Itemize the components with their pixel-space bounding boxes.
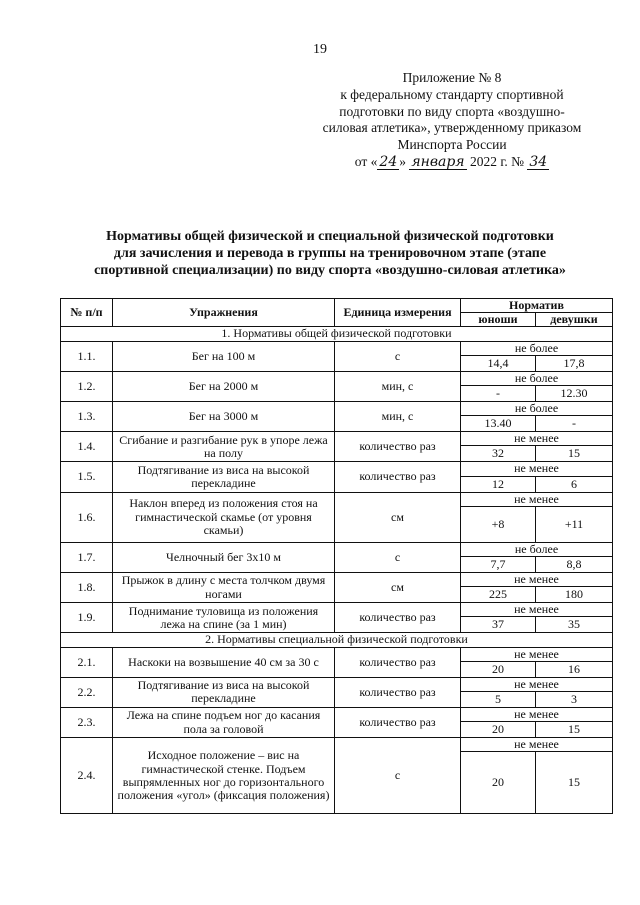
handwritten-number: 34 <box>529 153 548 170</box>
header-norm: Норматив <box>461 299 613 313</box>
row-number: 2.2. <box>61 677 113 707</box>
table-row <box>61 603 613 617</box>
row-number: 1.2. <box>61 371 113 401</box>
unit-cell: с <box>335 542 461 572</box>
row-number: 1.5. <box>61 462 113 492</box>
boys-value: 5 <box>461 692 536 708</box>
boys-value: 12 <box>461 476 536 492</box>
boys-value: 225 <box>461 587 536 603</box>
table-row <box>61 542 613 556</box>
boys-value: 20 <box>461 661 536 677</box>
table-row <box>61 647 613 661</box>
unit-cell: мин, с <box>335 402 461 432</box>
norm-condition: не более <box>461 371 613 385</box>
unit-cell: количество раз <box>335 647 461 677</box>
norm-condition: не менее <box>461 462 613 476</box>
row-number: 2.3. <box>61 708 113 738</box>
girls-value: 15 <box>536 446 613 462</box>
exercise-name: Лежа на спине подъем ног до касания пола за головой <box>113 708 335 738</box>
norm-condition: не менее <box>461 647 613 661</box>
norm-condition: не менее <box>461 677 613 691</box>
header-exercise: Упражнения <box>113 299 335 327</box>
table-row <box>61 371 613 385</box>
appendix-line: подготовки по виду спорта «воздушно- <box>339 103 565 119</box>
handwritten-month: января <box>411 153 465 170</box>
girls-value: 15 <box>536 722 613 738</box>
norm-condition: не более <box>461 402 613 416</box>
boys-value: 13.40 <box>461 416 536 432</box>
table-row <box>61 677 613 691</box>
row-number: 1.6. <box>61 492 113 542</box>
exercise-name: Бег на 2000 м <box>113 371 335 401</box>
boys-value: - <box>461 386 536 402</box>
header-unit: Единица измерения <box>335 299 461 327</box>
exercise-name: Подтягивание из виса на высокой перекладине <box>113 462 335 492</box>
row-number: 1.4. <box>61 432 113 462</box>
exercise-name: Поднимание туловища из положения лежа на спине (за 1 мин) <box>113 603 335 633</box>
boys-value: +8 <box>461 506 536 542</box>
unit-cell: количество раз <box>335 677 461 707</box>
exercise-name: Наклон вперед из положения стоя на гимнастической скамье (от уровня скамьи) <box>113 492 335 542</box>
girls-value: 3 <box>536 692 613 708</box>
girls-value: - <box>536 416 613 432</box>
header-girls: девушки <box>536 313 613 327</box>
table-row <box>61 341 613 355</box>
row-number: 2.1. <box>61 647 113 677</box>
unit-cell: количество раз <box>335 708 461 738</box>
header-num: № п/п <box>61 299 113 327</box>
girls-value: 180 <box>536 587 613 603</box>
unit-cell: количество раз <box>335 603 461 633</box>
date-prefix: от « <box>354 153 378 169</box>
row-number: 1.9. <box>61 603 113 633</box>
handwritten-day: 24 <box>379 153 398 170</box>
appendix-header <box>292 70 612 171</box>
row-number: 1.8. <box>61 573 113 603</box>
norm-condition: не менее <box>461 708 613 722</box>
unit-cell: количество раз <box>335 462 461 492</box>
unit-cell: с <box>335 341 461 371</box>
unit-cell: количество раз <box>335 432 461 462</box>
exercise-name: Челночный бег 3х10 м <box>113 542 335 572</box>
title-line: спортивной специализации) по виду спорта «воздушно-силовая атлетика» <box>94 263 566 278</box>
row-number: 2.4. <box>61 738 113 814</box>
exercise-name: Прыжок в длину с места толчком двумя ногами <box>113 573 335 603</box>
girls-value: 15 <box>536 752 613 814</box>
table-row <box>61 432 613 446</box>
exercise-name: Подтягивание из виса на высокой перекладине <box>113 677 335 707</box>
girls-value: +11 <box>536 506 613 542</box>
date-mid: » <box>399 153 406 169</box>
exercise-name: Наскоки на возвышение 40 см за 30 с <box>113 647 335 677</box>
order-date-line <box>292 154 612 171</box>
page-number: 19 <box>313 42 327 57</box>
girls-value: 17,8 <box>536 355 613 371</box>
exercise-name: Исходное положение – вис на гимнастической стенке. Подъем выпрямленных ног до горизонтального положения «угол» (фиксация положения) <box>113 738 335 814</box>
table-row <box>61 402 613 416</box>
norm-condition: не менее <box>461 603 613 617</box>
table-row <box>61 708 613 722</box>
norm-condition: не менее <box>461 492 613 506</box>
appendix-line: Приложение № 8 <box>402 70 502 85</box>
title-line: Нормативы общей физической и специальной физической подготовки <box>106 229 554 244</box>
girls-value: 16 <box>536 661 613 677</box>
girls-value: 35 <box>536 617 613 633</box>
exercise-name: Бег на 100 м <box>113 341 335 371</box>
boys-value: 7,7 <box>461 557 536 573</box>
appendix-line: к федеральному стандарту спортивной <box>340 86 564 102</box>
norm-condition: не более <box>461 341 613 355</box>
boys-value: 20 <box>461 752 536 814</box>
row-number: 1.7. <box>61 542 113 572</box>
norm-condition: не менее <box>461 432 613 446</box>
unit-cell: мин, с <box>335 371 461 401</box>
document-title <box>60 228 600 279</box>
norms-table <box>60 298 613 814</box>
norm-condition: не более <box>461 542 613 556</box>
norm-condition: не менее <box>461 738 613 752</box>
section-heading: 2. Нормативы специальной физической подготовки <box>61 633 613 647</box>
unit-cell: с <box>335 738 461 814</box>
header-boys: юноши <box>461 313 536 327</box>
girls-value: 6 <box>536 476 613 492</box>
section-heading: 1. Нормативы общей физической подготовки <box>61 327 613 341</box>
boys-value: 20 <box>461 722 536 738</box>
boys-value: 37 <box>461 617 536 633</box>
boys-value: 14,4 <box>461 355 536 371</box>
title-line: для зачисления и перевода в группы на тренировочном этапе (этапе <box>113 246 547 261</box>
row-number: 1.3. <box>61 402 113 432</box>
table-row <box>61 462 613 476</box>
girls-value: 12.30 <box>536 386 613 402</box>
appendix-line: Минспорта России <box>397 137 507 153</box>
unit-cell: см <box>335 573 461 603</box>
date-year: 2022 г. № <box>469 153 524 169</box>
table-row <box>61 573 613 587</box>
unit-cell: см <box>335 492 461 542</box>
table-row <box>61 492 613 506</box>
table-row <box>61 738 613 752</box>
norm-condition: не менее <box>461 573 613 587</box>
exercise-name: Бег на 3000 м <box>113 402 335 432</box>
boys-value: 32 <box>461 446 536 462</box>
row-number: 1.1. <box>61 341 113 371</box>
exercise-name: Сгибание и разгибание рук в упоре лежа на полу <box>113 432 335 462</box>
appendix-line: силовая атлетика», утвержденному приказом <box>322 120 582 136</box>
girls-value: 8,8 <box>536 557 613 573</box>
